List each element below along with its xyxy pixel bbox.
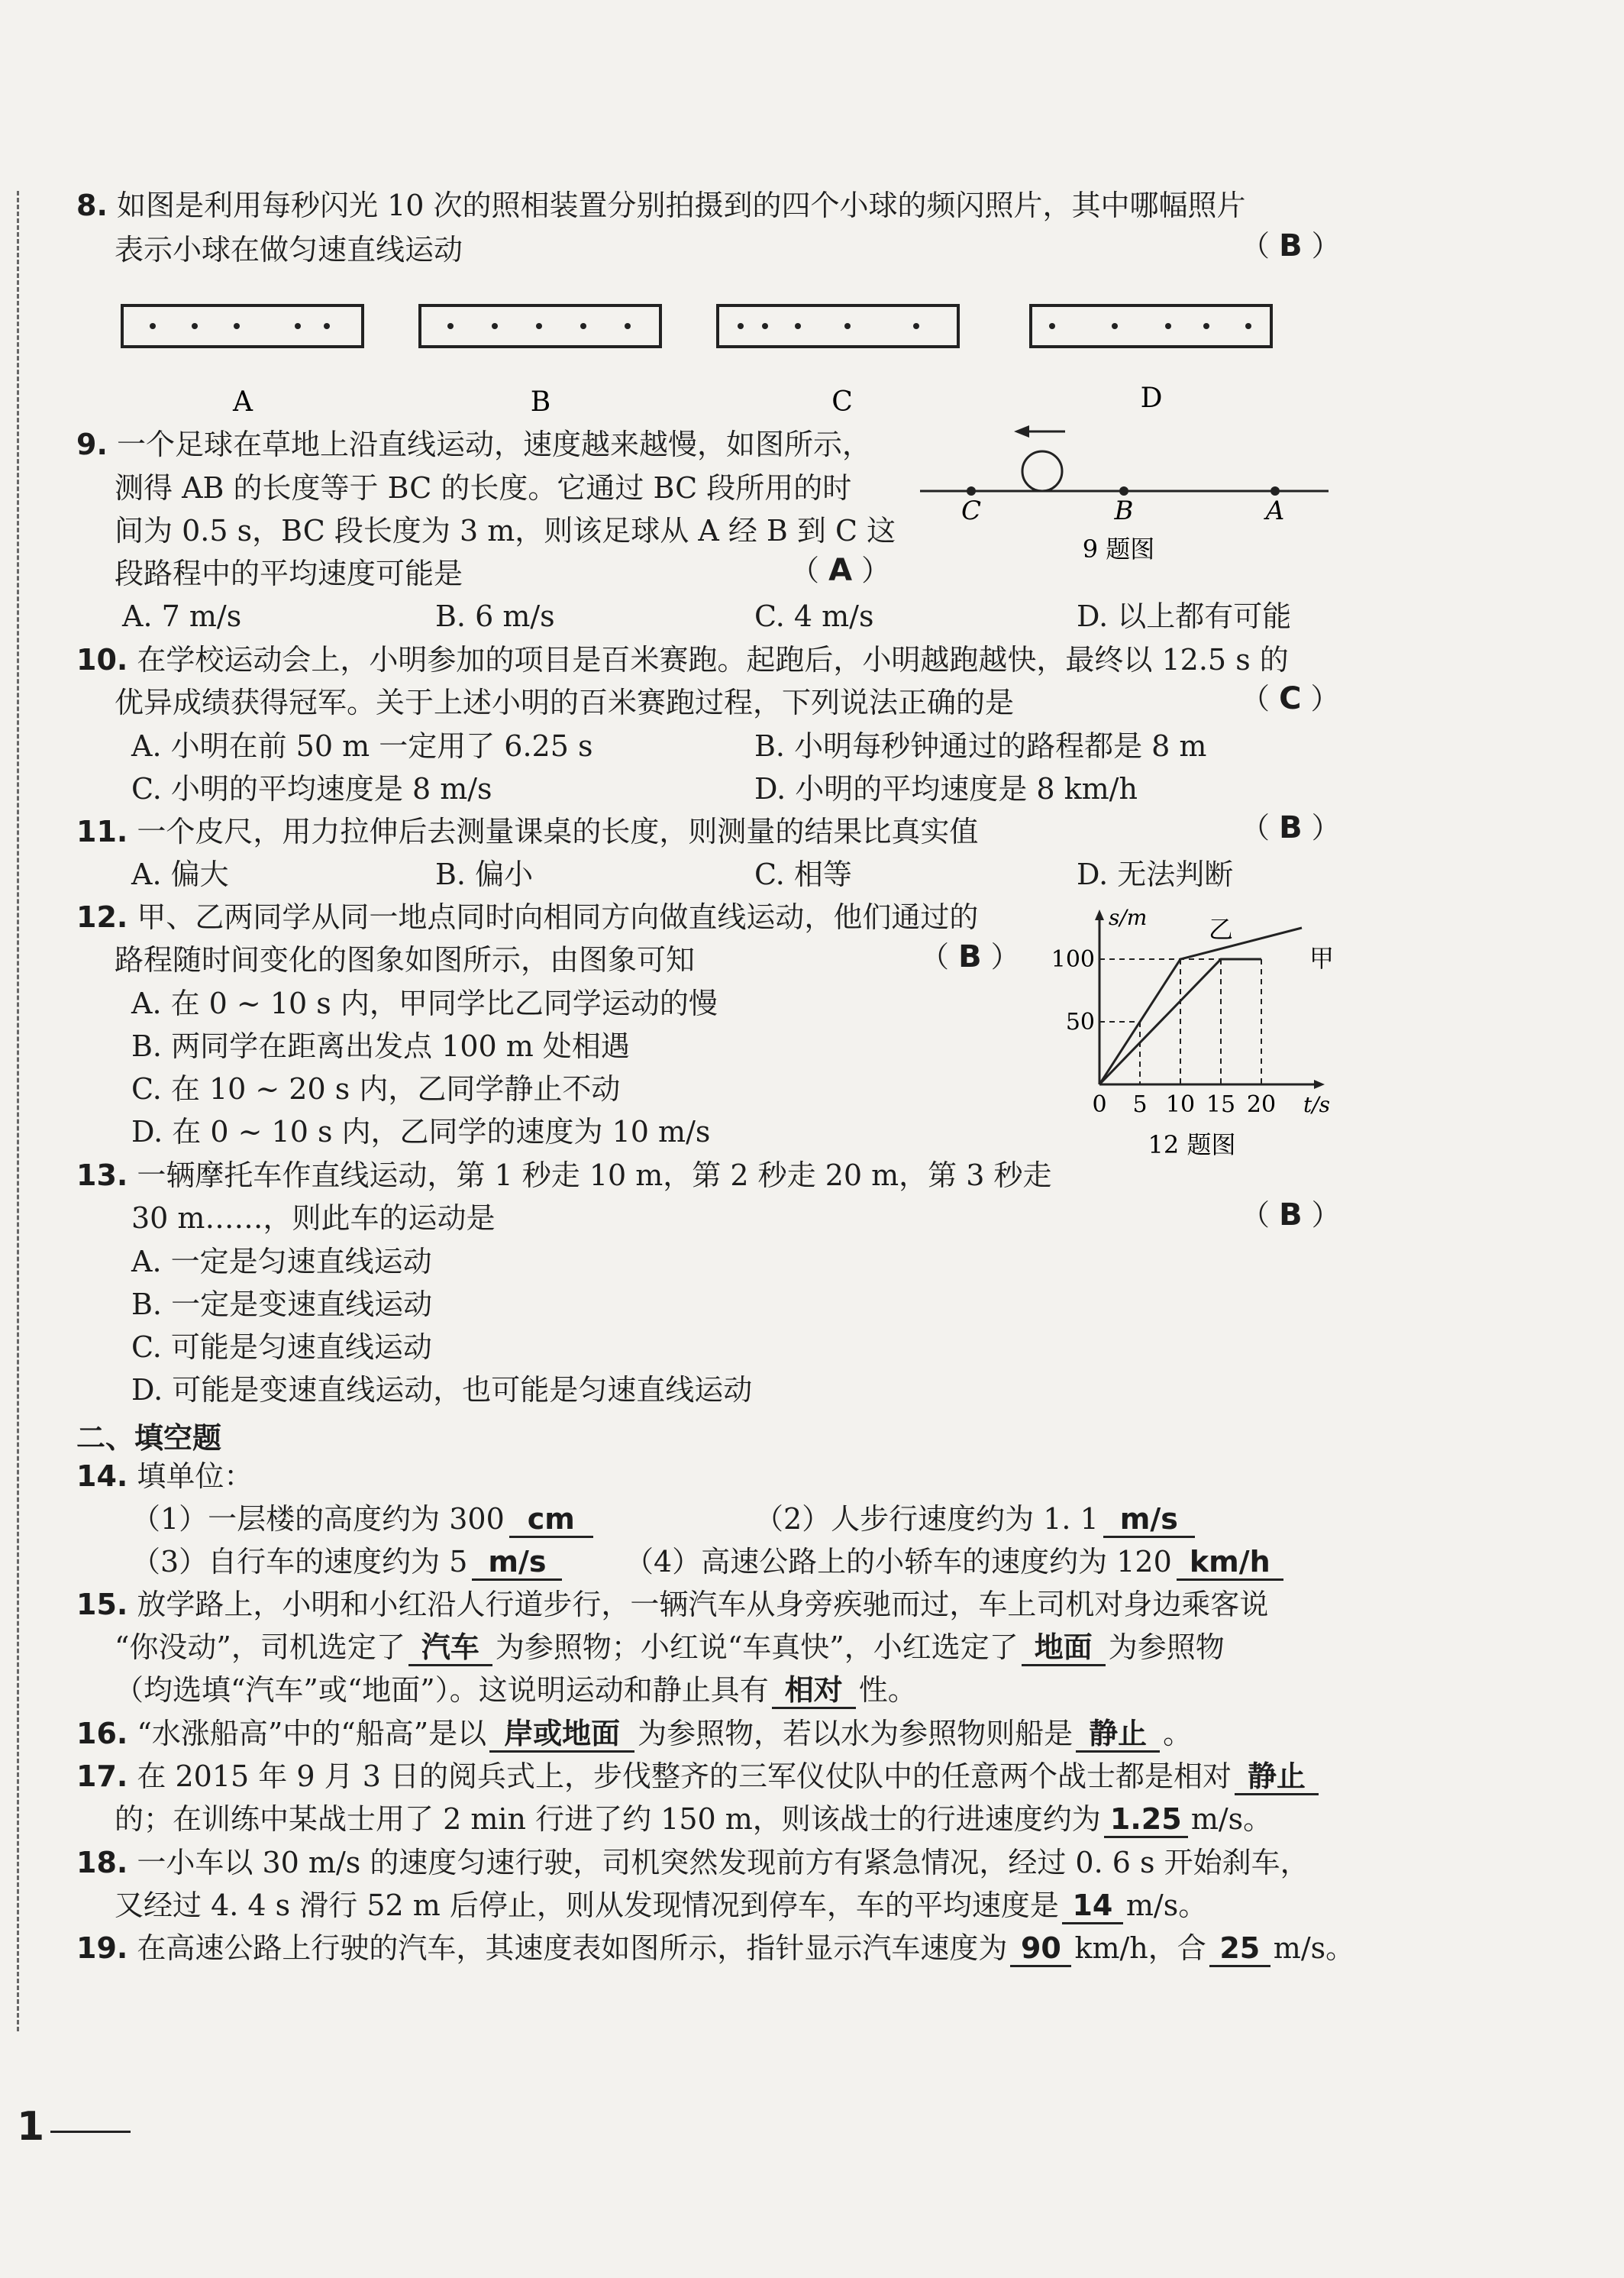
q12-y-axis-label: s/m [1109,905,1148,930]
q14-blank1[interactable]: cm [509,1502,593,1538]
q10-option-a: A. 小明在前 50 m 一定用了 6.25 s [131,729,593,763]
q9-option-d: D. 以上都有可能 [1077,599,1292,633]
q9-option-b: B. 6 m/s [435,599,555,633]
q13-option-b: B. 一定是变速直线运动 [131,1288,433,1321]
q9-point-a: A [1265,496,1285,526]
q9-ball [1022,451,1062,491]
q13-line1 [76,1155,1052,1196]
q12-answer: （ B ） [920,939,1020,974]
q16-line1 [76,1713,1192,1754]
q17-line2 [115,1798,1272,1840]
q8-box-c [718,305,958,418]
q17-text2a: 的；在训练中某战士用了 2 min 行进了约 150 m，则该战士的行进速度约为 [115,1802,1101,1836]
q14-item1 [131,1498,593,1540]
q13-option-c: C. 可能是匀速直线运动 [131,1330,432,1364]
section-fill-in-heading: 二、填空题 [76,1421,222,1455]
q10-number: 10. [76,643,128,677]
q12-number: 12. [76,900,128,934]
q12-text1: 甲、乙两同学从同一地点同时向相同方向做直线运动，他们通过的 [137,900,979,934]
q12-x-tick-15: 15 [1206,1091,1236,1118]
q16-blank2[interactable]: 静止 [1076,1717,1160,1753]
q8-label-d: D [1140,383,1163,414]
q10-text1: 在学校运动会上，小明参加的项目是百米赛跑。起跑后，小明越跑越快，最终以 12.5 s 的 [137,643,1289,677]
q8-box-a [122,305,363,418]
q18-number: 18. [76,1846,128,1879]
q18-text2a: 又经过 4. 4 s 滑行 52 m 后停止，则从发现情况到停车，车的平均速度是 [115,1889,1059,1922]
q9-caption: 9 题图 [1082,535,1155,564]
q12-chart-caption: 12 题图 [1148,1130,1236,1159]
q12-y-tick-100: 100 [1051,946,1095,973]
q12-x-tick-10: 10 [1165,1091,1196,1118]
q12-series-2 [1099,928,1302,1084]
q17-text2b: m/s。 [1190,1802,1273,1836]
q19-text-b: km/h，合 [1074,1931,1206,1965]
q15-text3a: （均选填“汽车”或“地面”）。这说明运动和静止具有 [115,1673,769,1707]
q8-line2: 表示小球在做匀速直线运动 [115,233,463,267]
q8-number: 8. [76,189,108,222]
q11-option-c: C. 相等 [754,858,852,891]
q9-answer-value: A [828,553,853,588]
q13-option-a: A. 一定是匀速直线运动 [131,1245,432,1278]
q8-box-d [1031,305,1271,414]
q12-y-tick-50: 50 [1065,1009,1095,1036]
q16-text-c: 。 [1163,1717,1193,1750]
q15-line3 [115,1669,917,1711]
q10-option-d: D. 小明的平均速度是 8 km/h [754,772,1138,806]
q12-line1 [76,897,978,938]
q13-text1: 一辆摩托车作直线运动，第 1 秒走 10 m，第 2 秒走 20 m，第 3 秒走 [137,1158,1052,1192]
q13-line2: 30 m……，则此车的运动是 [131,1201,496,1235]
q8-text1: 如图是利用每秒闪光 10 次的照相装置分别拍摄到的四个小球的频闪照片，其中哪幅照片 [116,189,1246,222]
q11-number: 11. [76,815,128,848]
q14-item3-text: （3）自行车的速度约为 5 [131,1545,468,1578]
q9-point-b: B [1114,496,1134,526]
q14-item4-text: （4）高速公路上的小轿车的速度约为 120 [625,1545,1172,1578]
q8-answer-value: B [1279,228,1303,263]
q12-option-c: C. 在 10 ~ 20 s 内，乙同学静止不动 [131,1072,621,1106]
q10-option-b: B. 小明每秒钟通过的路程都是 8 m [754,729,1207,763]
page-number: 1 [17,2104,45,2150]
q15-text2b: 为参照物；小红说“车真快”，小红选定了 [495,1630,1019,1664]
q12-x-tick-5: 5 [1132,1091,1148,1118]
q8-label-c: C [831,386,853,418]
q8-line1 [76,185,1246,226]
q19-blank2[interactable]: 25 [1209,1931,1270,1967]
q11-text1: 一个皮尺，用力拉伸后去测量课桌的长度，则测量的结果比真实值 [137,815,979,848]
page-number-rule [50,2131,131,2133]
q14-item4 [625,1541,1283,1582]
q19-line1 [76,1927,1354,1969]
q10-option-c: C. 小明的平均速度是 8 m/s [131,772,492,806]
q13-option-d: D. 可能是变速直线运动，也可能是匀速直线运动 [131,1373,753,1407]
q17-text-a: 在 2015 年 9 月 3 日的阅兵式上，步伐整齐的三军仪仗队中的任意两个战士都是相对 [137,1759,1232,1793]
q10-line2: 优异成绩获得冠军。关于上述小明的百米赛跑过程，下列说法正确的是 [115,686,1015,719]
q18-line1 [76,1842,1309,1883]
q14-item2 [754,1498,1195,1540]
q13-answer-value: B [1279,1197,1303,1233]
q8-label-a: A [233,386,253,418]
q9-number: 9. [76,428,108,461]
q9-answer: （ A ） [790,553,891,588]
q16-number: 16. [76,1717,128,1750]
q15-number: 15. [76,1588,128,1621]
q15-blank3[interactable]: 相对 [772,1673,856,1709]
q13-answer: （ B ） [1241,1197,1341,1233]
q12-chart [1051,893,1355,1168]
q15-text1: 放学路上，小明和小红沿人行道步行，一辆汽车从身旁疾驰而过，车上司机对身边乘客说 [137,1588,1269,1621]
q12-series-label-yi: 乙 [1208,915,1234,944]
q12-x-axis-arrow-icon [1314,1080,1325,1089]
q9-option-c: C. 4 m/s [754,599,874,633]
q8-label-b: B [530,386,551,418]
q14-blank4[interactable]: km/h [1177,1545,1283,1581]
binding-dashed-line [17,191,19,2031]
q9-figure [916,416,1344,577]
q10-answer: （ C ） [1241,681,1340,716]
q9-line3: 间为 0.5 s，BC 段长度为 3 m，则该足球从 A 经 B 到 C 这 [115,514,896,548]
q17-blank2[interactable]: 1.25 [1104,1802,1188,1838]
q16-text-b: 为参照物，若以水为参照物则船是 [638,1717,1074,1750]
q13-number: 13. [76,1158,128,1192]
q14-item3 [131,1541,562,1582]
q15-text2c: 为参照物 [1108,1630,1225,1664]
q8-answer: （ B ） [1241,228,1341,263]
q14-text1: 填单位： [137,1459,253,1493]
q11-option-a: A. 偏大 [131,858,229,891]
q19-text-a: 在高速公路上行驶的汽车，其速度表如图所示，指针显示汽车速度为 [137,1931,1008,1965]
q12-chart-layer [1051,905,1334,1118]
q15-blank1[interactable]: 汽车 [408,1630,492,1666]
q8-strobe-figure [115,298,1283,420]
q15-text3b: 性。 [858,1673,917,1707]
q12-series-label-jia: 甲 [1309,944,1335,973]
q10-answer-value: C [1279,681,1302,716]
q15-blank2[interactable]: 地面 [1022,1630,1106,1666]
q8-box-b [420,305,660,418]
q12-answer-value: B [958,939,982,974]
q9-line1 [76,424,871,465]
q19-blank1[interactable]: 90 [1010,1931,1071,1967]
q19-text-c: m/s。 [1273,1931,1355,1965]
q15-text2a: “你没动”，司机选定了 [115,1630,405,1664]
q18-line2 [115,1885,1207,1926]
q12-option-b: B. 两同学在距离出发点 100 m 处相遇 [131,1029,630,1063]
q16-blank1[interactable]: 岸或地面 [489,1717,634,1753]
q11-line1 [76,811,978,852]
q19-number: 19. [76,1931,128,1965]
q12-y-axis-arrow-icon [1095,910,1104,920]
q18-text2b: m/s。 [1125,1889,1208,1922]
q11-answer: （ B ） [1241,810,1341,845]
q12-x-tick-0: 0 [1092,1091,1107,1118]
q9-line2: 测得 AB 的长度等于 BC 的长度。它通过 BC 段所用的时 [115,471,852,505]
q18-blank1[interactable]: 14 [1062,1889,1123,1924]
q9-text1: 一个足球在草地上沿直线运动，速度越来越慢，如图所示， [116,428,871,461]
q14-blank3[interactable]: m/s [472,1545,562,1581]
q14-line1 [76,1456,253,1497]
q12-option-a: A. 在 0 ~ 10 s 内，甲同学比乙同学运动的慢 [131,987,718,1020]
q10-line1 [76,639,1289,680]
q9-line4: 段路程中的平均速度可能是 [115,557,463,590]
q9-point-c: C [961,496,982,526]
q12-x-tick-20: 20 [1246,1091,1277,1118]
q18-text1: 一小车以 30 m/s 的速度匀速行驶，司机突然发现前方有紧急情况，经过 0. 6 s 开始刹车， [137,1846,1309,1879]
q14-blank2[interactable]: m/s [1103,1502,1195,1538]
q14-item2-text: （2）人步行速度约为 1. 1 [754,1502,1099,1536]
q15-line1 [76,1584,1268,1625]
q14-number: 14. [76,1459,128,1493]
q12-option-d: D. 在 0 ~ 10 s 内，乙同学的速度为 10 m/s [131,1115,711,1149]
q17-number: 17. [76,1759,128,1793]
q11-answer-value: B [1279,810,1303,845]
q17-line1 [76,1756,1319,1797]
q9-arrow-left-icon [1014,425,1029,438]
q14-item1-text: （1）一层楼的高度约为 300 [131,1502,505,1536]
q11-option-d: D. 无法判断 [1077,858,1234,891]
q11-option-b: B. 偏小 [435,858,534,891]
q12-line2: 路程随时间变化的图象如图所示，由图象可知 [115,943,696,977]
q12-x-axis-label: t/s [1303,1092,1331,1117]
q9-option-a: A. 7 m/s [122,599,242,633]
q16-text-a: “水涨船高”中的“船高”是以 [137,1717,487,1750]
q15-line2 [115,1627,1225,1668]
q17-blank1[interactable]: 静止 [1235,1759,1319,1795]
